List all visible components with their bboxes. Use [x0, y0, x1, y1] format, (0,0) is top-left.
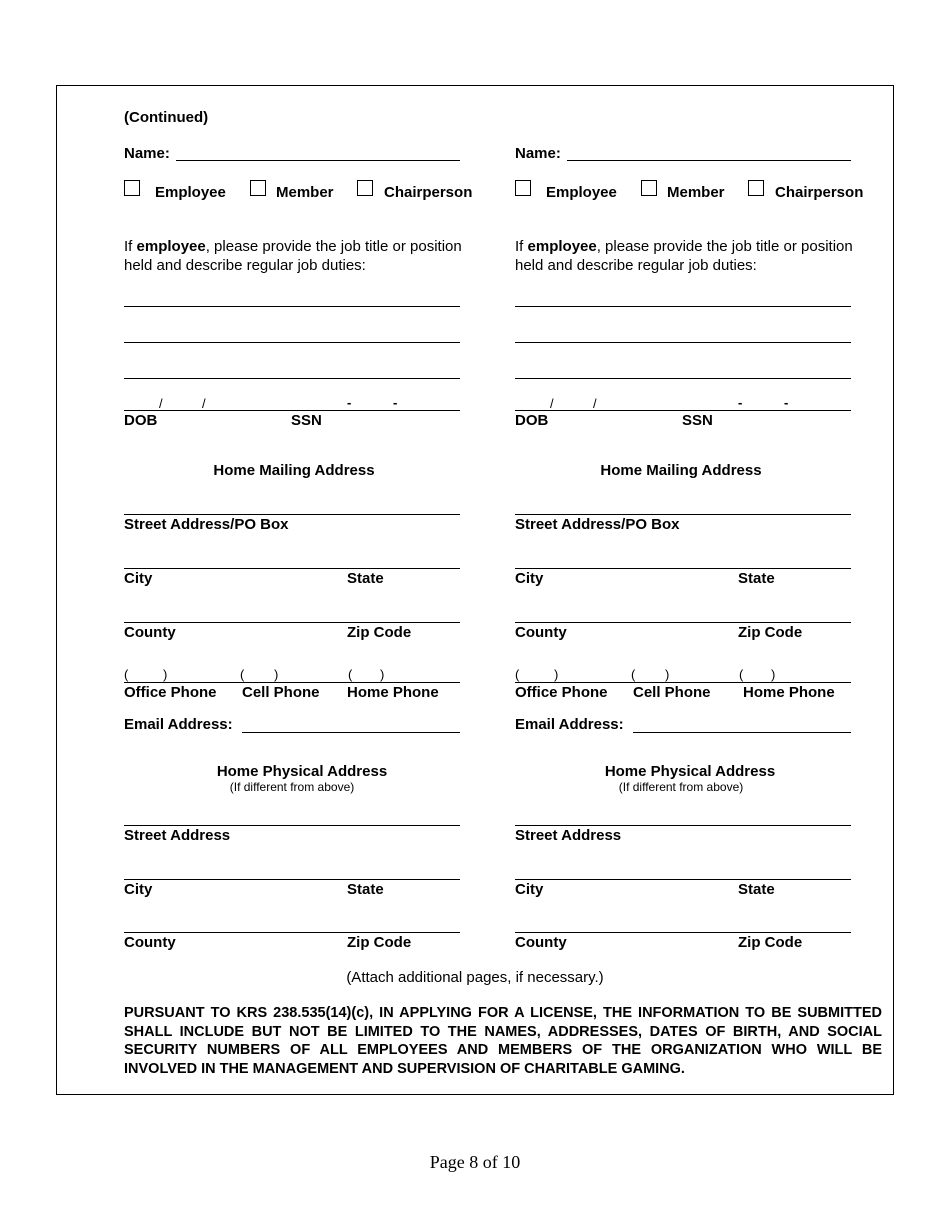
phone-paren: ( — [348, 667, 353, 682]
email-label: Email Address: — [515, 716, 624, 733]
chairperson-option-label: Chairperson — [384, 184, 473, 201]
phone-paren: ( — [739, 667, 744, 682]
state-label: State — [738, 570, 775, 587]
job-duties-line[interactable] — [515, 306, 851, 307]
home-phone-label: Home Phone — [347, 684, 439, 701]
county-label: County — [124, 934, 176, 951]
ssn-separator: - — [347, 395, 352, 410]
city-state-field[interactable] — [124, 879, 460, 880]
krs-legal-notice: PURSUANT TO KRS 238.535(14)(c), IN APPLYING FOR A LICENSE, THE INFORMATION TO BE SUBMITTED SHALL INCLUDE BUT NOT BE LIMITED TO THE NAMES, ADDRESSES, DATES OF BIRTH, AND SOCIAL SECURITY NUMBERS OF ALL EMPLOYEES AND MEMBERS OF THE ORGANIZATION WHO WILL BE INVOLVED IN THE MANAGEMENT AND SUPERVISION OF CHARITABLE GAMING. — [124, 1005, 882, 1077]
job-duties-line[interactable] — [124, 306, 460, 307]
county-label: County — [124, 624, 176, 641]
county-zip-field[interactable] — [124, 622, 460, 623]
dob-label: DOB — [515, 412, 549, 429]
member-checkbox[interactable] — [250, 180, 266, 196]
chairperson-option-label: Chairperson — [775, 184, 864, 201]
job-duties-line[interactable] — [515, 378, 851, 379]
ssn-separator: - — [738, 395, 743, 410]
city-label: City — [124, 881, 153, 898]
employee-duties-prompt: If employee, please provide the job title or position held and describe regular job duties: — [124, 238, 462, 274]
member-option-label: Member — [276, 184, 334, 201]
phone-paren: ( — [124, 667, 129, 682]
email-field[interactable] — [242, 732, 460, 733]
physical-address-heading: Home Physical Address — [604, 763, 776, 780]
dob-separator: / — [550, 396, 554, 411]
member-option-label: Member — [667, 184, 725, 201]
zip-label: Zip Code — [347, 624, 412, 641]
mailing-address-heading: Home Mailing Address — [213, 462, 375, 479]
county-label: County — [515, 624, 567, 641]
state-label: State — [347, 570, 384, 587]
ssn-label: SSN — [682, 412, 713, 429]
county-zip-field[interactable] — [124, 932, 460, 933]
dob-ssn-field[interactable] — [124, 410, 460, 411]
street-field[interactable] — [124, 825, 460, 826]
phone-field[interactable] — [515, 682, 851, 683]
email-label: Email Address: — [124, 716, 233, 733]
phone-paren: ( — [631, 667, 636, 682]
attach-note: (Attach additional pages, if necessary.) — [346, 969, 604, 986]
zip-label: Zip Code — [738, 934, 803, 951]
job-duties-line[interactable] — [124, 342, 460, 343]
dob-ssn-field[interactable] — [515, 410, 851, 411]
employee-checkbox[interactable] — [515, 180, 531, 196]
name-label: Name: — [124, 145, 170, 162]
name-label: Name: — [515, 145, 561, 162]
phone-paren: ( — [515, 667, 520, 682]
state-label: State — [738, 881, 775, 898]
dob-separator: / — [202, 396, 206, 411]
street-label: Street Address — [124, 827, 231, 844]
phone-field[interactable] — [124, 682, 460, 683]
phone-paren: ) — [665, 667, 670, 682]
office-phone-label: Office Phone — [124, 684, 217, 701]
county-label: County — [515, 934, 567, 951]
city-state-field[interactable] — [515, 568, 851, 569]
dob-separator: / — [593, 396, 597, 411]
cell-phone-label: Cell Phone — [633, 684, 711, 701]
phone-paren: ) — [554, 667, 559, 682]
city-state-field[interactable] — [124, 568, 460, 569]
email-field[interactable] — [633, 732, 851, 733]
ssn-label: SSN — [291, 412, 322, 429]
county-zip-field[interactable] — [515, 622, 851, 623]
physical-address-subheading: (If different from above) — [618, 780, 744, 794]
page-number: Page 8 of 10 — [429, 1152, 521, 1172]
cell-phone-label: Cell Phone — [242, 684, 320, 701]
phone-paren: ( — [240, 667, 245, 682]
ssn-separator: - — [393, 395, 398, 410]
city-label: City — [515, 881, 544, 898]
county-zip-field[interactable] — [515, 932, 851, 933]
chairperson-checkbox[interactable] — [357, 180, 373, 196]
phone-paren: ) — [274, 667, 279, 682]
phone-paren: ) — [771, 667, 776, 682]
chairperson-checkbox[interactable] — [748, 180, 764, 196]
street-po-field[interactable] — [515, 514, 851, 515]
employee-checkbox[interactable] — [124, 180, 140, 196]
ssn-separator: - — [784, 395, 789, 410]
phone-paren: ) — [163, 667, 168, 682]
dob-separator: / — [159, 396, 163, 411]
street-po-label: Street Address/PO Box — [515, 516, 680, 533]
street-po-label: Street Address/PO Box — [124, 516, 289, 533]
continued-label: (Continued) — [124, 109, 209, 126]
street-field[interactable] — [515, 825, 851, 826]
physical-address-heading: Home Physical Address — [216, 763, 388, 780]
name-field[interactable] — [176, 160, 460, 161]
employee-duties-prompt: If employee, please provide the job title or position held and describe regular job duties: — [515, 238, 853, 274]
dob-label: DOB — [124, 412, 158, 429]
city-label: City — [124, 570, 153, 587]
city-state-field[interactable] — [515, 879, 851, 880]
physical-address-subheading: (If different from above) — [229, 780, 355, 794]
zip-label: Zip Code — [347, 934, 412, 951]
street-po-field[interactable] — [124, 514, 460, 515]
mailing-address-heading: Home Mailing Address — [600, 462, 762, 479]
phone-paren: ) — [380, 667, 385, 682]
job-duties-line[interactable] — [124, 378, 460, 379]
zip-label: Zip Code — [738, 624, 803, 641]
state-label: State — [347, 881, 384, 898]
employee-option-label: Employee — [155, 184, 226, 201]
street-label: Street Address — [515, 827, 622, 844]
home-phone-label: Home Phone — [743, 684, 835, 701]
city-label: City — [515, 570, 544, 587]
employee-option-label: Employee — [546, 184, 617, 201]
member-checkbox[interactable] — [641, 180, 657, 196]
name-field[interactable] — [567, 160, 851, 161]
job-duties-line[interactable] — [515, 342, 851, 343]
office-phone-label: Office Phone — [515, 684, 608, 701]
